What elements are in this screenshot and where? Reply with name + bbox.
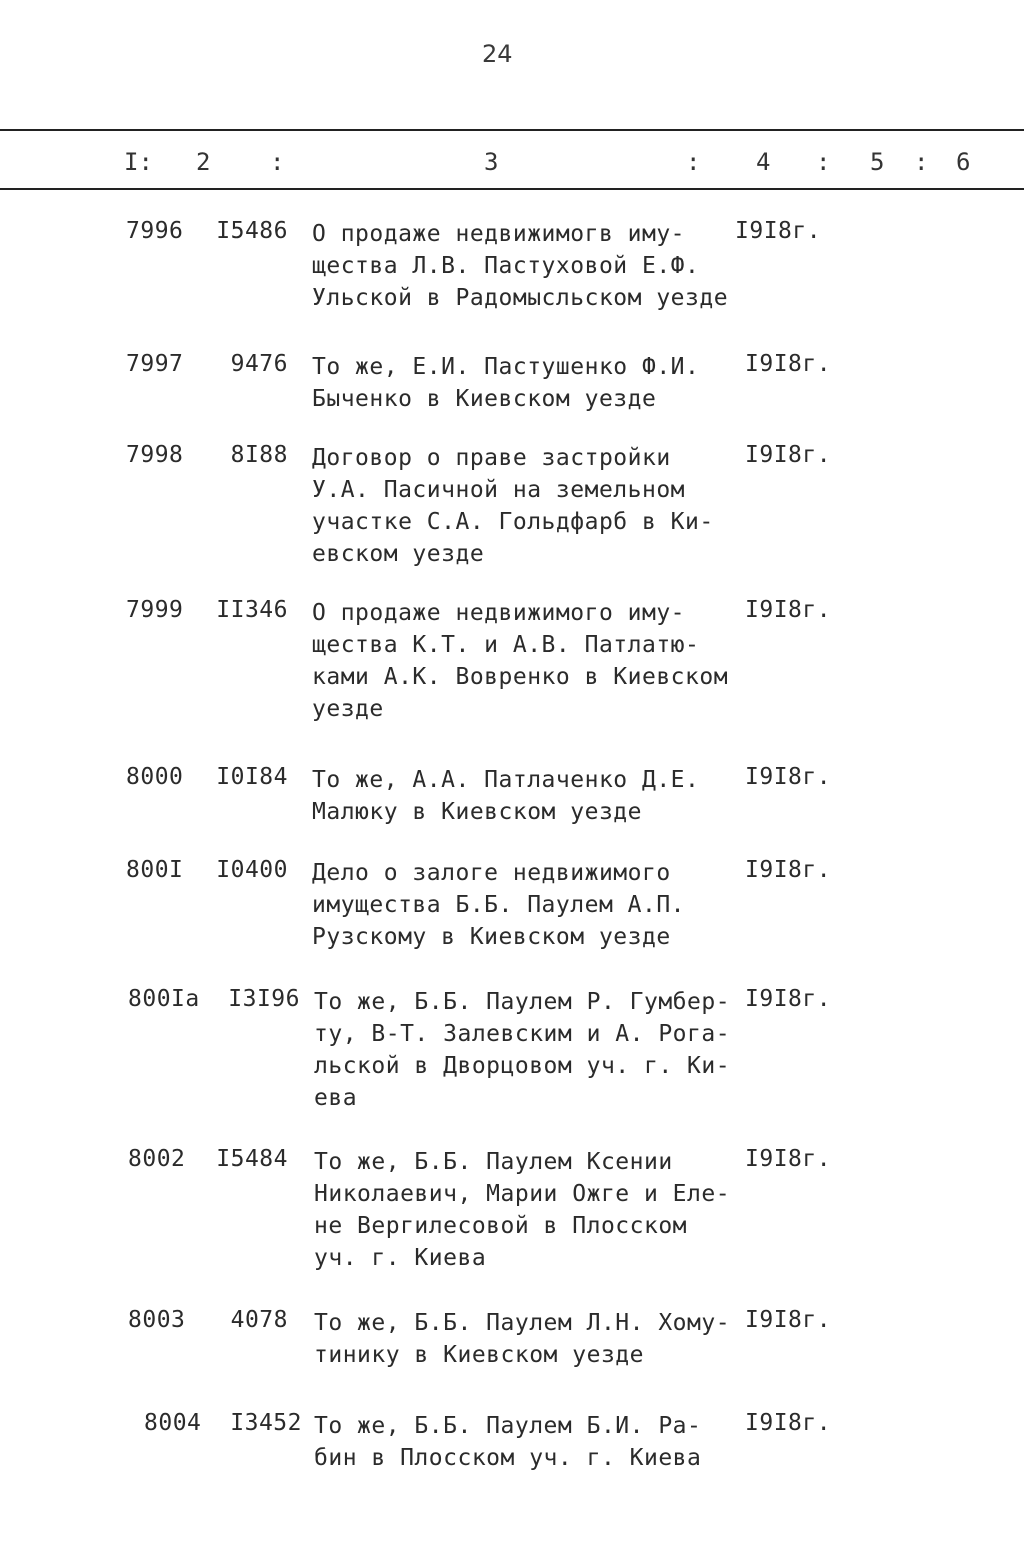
record-description: То же, Б.Б. Паулем Б.И. Ра- бин в Плосском уч. г. Киева	[314, 1413, 702, 1471]
record-year: I9I8г.	[745, 764, 832, 790]
reference-number: I3I96	[228, 986, 300, 1012]
record-number: 7997	[126, 351, 184, 377]
header-separator-4: :	[914, 148, 929, 176]
reference-number: I5486	[216, 218, 288, 244]
record-number: 800I	[126, 857, 184, 883]
record-description: Дело о залоге недвижимого имущества Б.Б. Паулем А.П. Рузскому в Киевском уезде	[312, 860, 686, 950]
record-number: 8004	[144, 1410, 202, 1436]
record-year: I9I8г.	[745, 986, 832, 1012]
record-number: 7998	[126, 442, 184, 468]
record-number: 8002	[128, 1146, 186, 1172]
record-year: I9I8г.	[745, 597, 832, 623]
record-number: 8000	[126, 764, 184, 790]
record-number: 800Iа	[128, 986, 200, 1012]
record-description: То же, Е.И. Пастушенко Ф.И. Быченко в Киевском уезде	[312, 354, 700, 412]
header-col-6: 6	[956, 148, 971, 176]
header-separator-3: :	[816, 148, 831, 176]
reference-number: I0400	[216, 857, 288, 883]
reference-number: 8I88	[230, 442, 288, 468]
record-year: I9I8г.	[745, 1410, 832, 1436]
record-year: I9I8г.	[745, 351, 832, 377]
header-separator-1: :	[270, 148, 285, 176]
record-number: 7999	[126, 597, 184, 623]
record-description: Договор о праве застройки У.А. Пасичной на земельном участке С.А. Гольдфарб в Ки- евском уезде	[312, 445, 714, 567]
header-col-4: 4	[756, 148, 771, 176]
record-year: I9I8г.	[745, 857, 832, 883]
page-number: 24	[482, 40, 513, 68]
header-top-rule	[0, 129, 1024, 131]
header-separator-2: :	[686, 148, 701, 176]
record-number: 8003	[128, 1307, 186, 1333]
header-col-3: 3	[484, 148, 499, 176]
reference-number: 4078	[230, 1307, 288, 1333]
record-description: О продаже недвижимого иму- щества К.Т. и А.В. Патлатю- ками А.К. Вовренко в Киевском уезде	[312, 600, 729, 722]
record-description: То же, А.А. Патлаченко Д.Е. Малюку в Киевском уезде	[312, 767, 700, 825]
record-year: I9I8г.	[735, 218, 822, 244]
reference-number: I3452	[230, 1410, 302, 1436]
record-description: О продаже недвижимогв иму- щества Л.В. Пастуховой Е.Ф. Ульской в Радомысльском уезде	[312, 221, 729, 311]
record-number: 7996	[126, 218, 184, 244]
record-description: То же, Б.Б. Паулем Ксении Николаевич, Марии Ожге и Еле- не Вергилесовой в Плосском уч. г. Киева	[314, 1149, 731, 1271]
record-description: То же, Б.Б. Паулем Л.Н. Хому- тинику в Киевском уезде	[314, 1310, 731, 1368]
record-year: I9I8г.	[745, 1307, 832, 1333]
reference-number: 9476	[230, 351, 288, 377]
header-col-1: I:	[124, 148, 153, 176]
header-col-5: 5	[870, 148, 885, 176]
reference-number: II346	[216, 597, 288, 623]
reference-number: I0I84	[216, 764, 288, 790]
header-col-2: 2	[196, 148, 211, 176]
record-description: То же, Б.Б. Паулем Р. Гумбер- ту, В-Т. Залевским и А. Рога- льской в Дворцовом уч. г. Ки- ева	[314, 989, 731, 1111]
reference-number: I5484	[216, 1146, 288, 1172]
record-year: I9I8г.	[745, 1146, 832, 1172]
record-year: I9I8г.	[745, 442, 832, 468]
header-bottom-rule	[0, 188, 1024, 190]
